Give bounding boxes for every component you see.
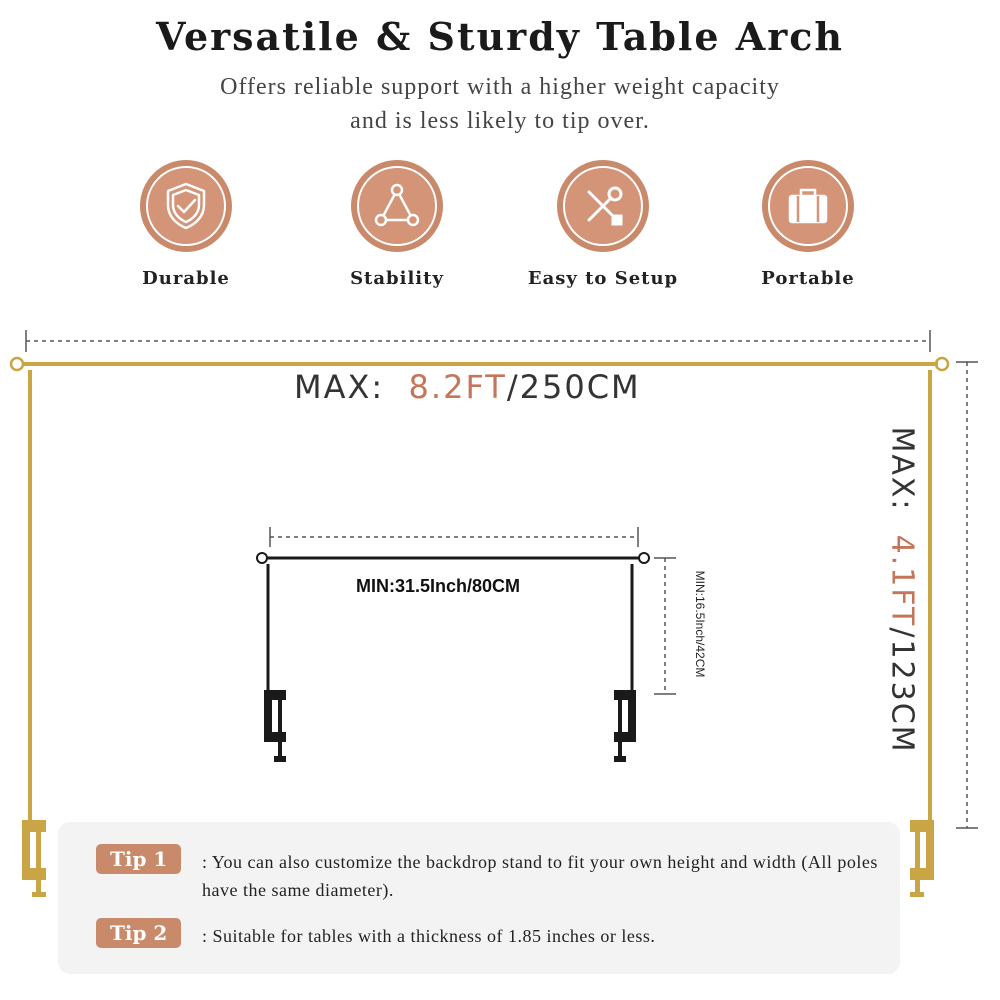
max-height-label: MAX: 4.1FT/123CM <box>884 426 920 754</box>
tip-badge: Tip 1 <box>96 844 181 874</box>
gold-clamp-left <box>22 820 46 897</box>
min-height-label: MIN:16.5Inch/42CM <box>693 570 707 678</box>
gold-clamp-right <box>910 820 934 897</box>
feature-label: Durable <box>142 268 230 289</box>
min-width-dimension-line <box>270 527 638 547</box>
min-height-dimension-line <box>654 558 676 694</box>
max-width-dimension-line <box>26 330 930 352</box>
page-title: Versatile & Sturdy Table Arch <box>155 14 845 59</box>
max-width-value: 8.2FT <box>408 368 507 406</box>
feature-label: Portable <box>761 268 855 289</box>
max-height-dimension-line <box>956 362 978 828</box>
max-width-label: MAX: 8.2FT/250CM <box>294 368 641 406</box>
min-width-label: MIN:31.5Inch/80CM <box>356 576 521 596</box>
feature-label: Easy to Setup <box>527 268 679 289</box>
feature-label: Stability <box>350 268 444 289</box>
tip-badge: Tip 2 <box>96 918 181 948</box>
tip-item <box>96 844 896 900</box>
max-height-value: 4.1FT <box>884 534 920 628</box>
page-subtitle: Offers reliable support with a higher weight capacity and is less likely to tip over. <box>220 74 780 134</box>
tip-text: : Suitable for tables with a thickness of 1.85 inches or less. <box>202 926 656 946</box>
tip-text: : You can also customize the backdrop stand to fit your own height and width (All poles have the same diameter). <box>202 852 878 900</box>
black-clamp-right <box>614 690 636 762</box>
tips-panel <box>58 822 900 974</box>
tip-item <box>96 918 896 948</box>
black-clamp-left <box>264 690 286 762</box>
